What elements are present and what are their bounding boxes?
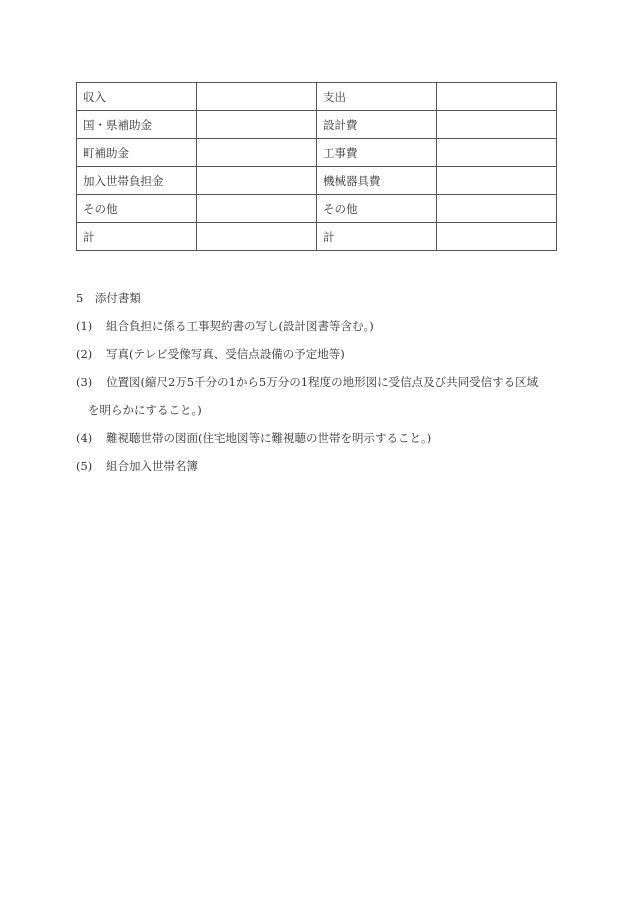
- item-number: (4): [76, 431, 93, 445]
- expense-label-cell: 機械器具費: [317, 167, 437, 195]
- expense-label-cell: 設計費: [317, 111, 437, 139]
- expense-label-cell: その他: [317, 195, 437, 223]
- attachments-section: [76, 288, 576, 484]
- income-label-cell: 計: [77, 223, 197, 251]
- item-text: 組合負担に係る工事契約書の写し(設計図書等含む。): [106, 319, 374, 333]
- table-row: [77, 139, 557, 167]
- table-row: [77, 223, 557, 251]
- income-label-cell: 国・県補助金: [77, 111, 197, 139]
- income-label-cell: その他: [77, 195, 197, 223]
- item-text: 難視聴世帯の図面(住宅地図等に難視聴の世帯を明示すること。): [106, 431, 432, 445]
- table-row: [77, 167, 557, 195]
- table-row: [77, 111, 557, 139]
- list-item: [76, 372, 576, 400]
- expense-value-cell: [437, 195, 557, 223]
- income-value-cell: [197, 223, 317, 251]
- expense-value-cell: [437, 139, 557, 167]
- item-text: 写真(テレビ受像写真、受信点設備の予定地等): [106, 347, 345, 361]
- expense-value-cell: [437, 111, 557, 139]
- income-label-cell: 収入: [77, 83, 197, 111]
- list-item: [76, 456, 576, 484]
- expense-label-cell: 計: [317, 223, 437, 251]
- income-label-cell: 町補助金: [77, 139, 197, 167]
- income-value-cell: [197, 167, 317, 195]
- table-row: [77, 195, 557, 223]
- income-label-cell: 加入世帯負担金: [77, 167, 197, 195]
- item-text: 組合加入世帯名簿: [106, 459, 198, 473]
- income-value-cell: [197, 83, 317, 111]
- income-value-cell: [197, 111, 317, 139]
- item-number: (2): [76, 347, 93, 361]
- budget-table: [76, 82, 557, 251]
- income-value-cell: [197, 195, 317, 223]
- income-value-cell: [197, 139, 317, 167]
- item-number: (5): [76, 459, 93, 473]
- item-text: 位置図(縮尺2万5千分の1から5万分の1程度の地形図に受信点及び共同受信する区域: [106, 375, 539, 389]
- item-number: (3): [76, 375, 93, 389]
- expense-value-cell: [437, 223, 557, 251]
- item-number: (1): [76, 319, 93, 333]
- section-heading: 5 添付書類: [76, 291, 141, 305]
- list-item: [76, 316, 576, 344]
- list-item-continuation: を明らかにすること。): [88, 403, 202, 417]
- expense-value-cell: [437, 167, 557, 195]
- expense-label-cell: 支出: [317, 83, 437, 111]
- list-item: [76, 344, 576, 372]
- expense-label-cell: 工事費: [317, 139, 437, 167]
- expense-value-cell: [437, 83, 557, 111]
- list-item: [76, 428, 576, 456]
- table-row: [77, 83, 557, 111]
